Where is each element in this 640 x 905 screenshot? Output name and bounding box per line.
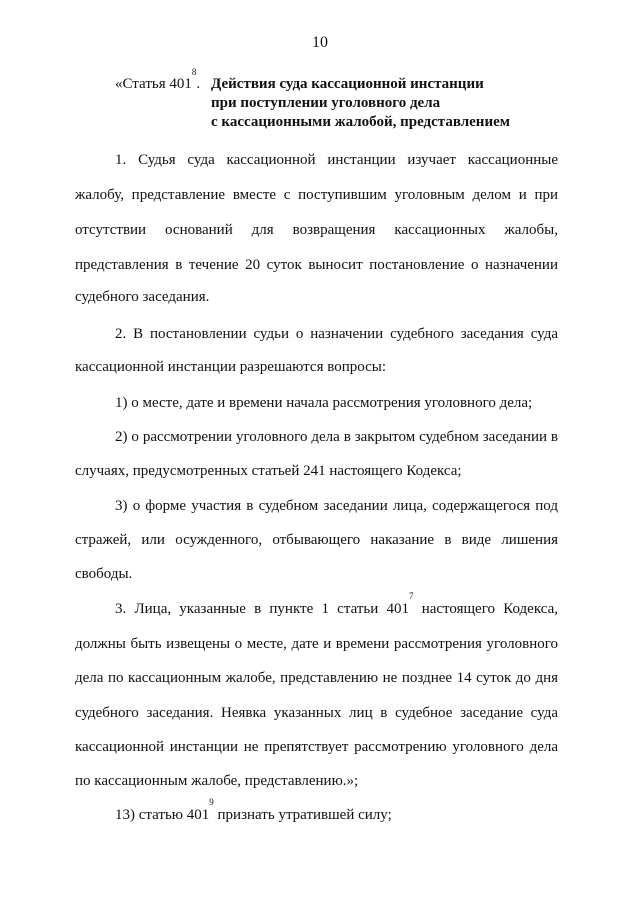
article-title-line: с кассационными жалобой, представлением bbox=[211, 114, 510, 130]
text-line: судебного заседания. bbox=[75, 289, 210, 305]
text-line: дела по кассационным жалобе, представлению не позднее 14 суток до дня bbox=[75, 670, 558, 686]
article-title bbox=[211, 75, 510, 132]
text-line: 2) о рассмотрении уголовного дела в закрытом судебном заседании в bbox=[115, 429, 558, 445]
article-title-line: при поступлении уголовного дела bbox=[211, 95, 441, 111]
text-line: представления в течение 20 суток выносит постановление о назначении bbox=[75, 257, 558, 273]
article-title-line: Действия суда кассационной инстанции bbox=[211, 76, 484, 92]
text-line: 2. В постановлении судьи о назначении судебного заседания суда bbox=[115, 326, 558, 342]
text-line: кассационной инстанции разрешаются вопросы: bbox=[75, 359, 387, 375]
text-line: 13) статью $401^9$ признать утратившей силу; bbox=[115, 797, 392, 823]
article-label: «Статья $401^8$. bbox=[115, 67, 201, 92]
text-line: 3. Лица, указанные в пункте 1 статьи $401^7$ настоящего Кодекса, bbox=[115, 591, 558, 617]
text-line: стражей, или осужденного, отбывающего наказание в виде лишения bbox=[75, 532, 558, 548]
text-line: 3) о форме участия в судебном заседании лица, содержащегося под bbox=[115, 498, 558, 514]
page-number: 10 bbox=[312, 34, 328, 51]
text-line: свободы. bbox=[75, 566, 133, 582]
text-line: 1. Судья суда кассационной инстанции изучает кассационные bbox=[115, 152, 558, 168]
text-line: 1) о месте, дате и времени начала рассмотрения уголовного дела; bbox=[115, 395, 533, 411]
text-line: по кассационным жалобе, представлению.»; bbox=[75, 773, 359, 789]
text-line: случаях, предусмотренных статьей 241 настоящего Кодекса; bbox=[75, 463, 462, 479]
text-line: кассационной инстанции не препятствует рассмотрению уголовного дела bbox=[75, 739, 558, 755]
article-heading bbox=[115, 67, 600, 130]
text-line: судебного заседания. Неявка указанных лиц в судебное заседание суда bbox=[75, 705, 558, 721]
text-line: отсутствии оснований для возвращения кассационных жалобы, bbox=[75, 222, 558, 238]
text-line: жалобу, представление вместе с поступившим уголовным делом и при bbox=[75, 187, 558, 203]
text-line: должны быть извещены о месте, дате и времени рассмотрения уголовного bbox=[75, 636, 558, 652]
